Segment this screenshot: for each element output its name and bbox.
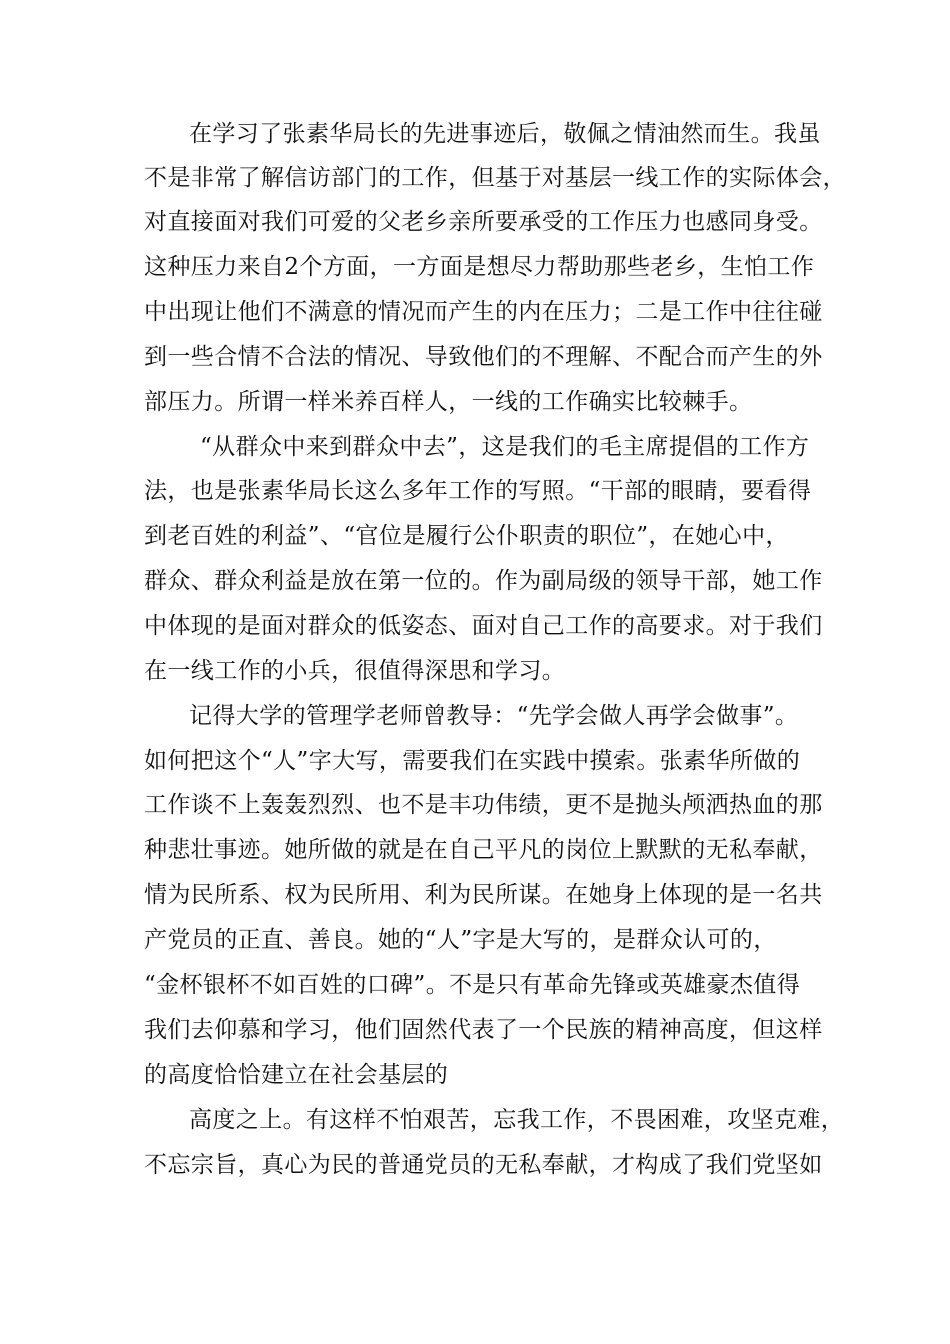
paragraph-line: 的高度恰恰建立在社会基层的: [144, 1062, 449, 1088]
paragraph-line: 情为民所系、权为民所用、利为民所谋。在她身上体现的是一名共: [144, 882, 823, 908]
paragraph-line: 种悲壮事迹。她所做的就是在自己平凡的岗位上默默的无私奉献，: [144, 837, 823, 863]
paragraph-line: 到一些合情不合法的情况、导致他们的不理解、不配合而产生的外: [144, 344, 823, 370]
paragraph-line: 在一线工作的小兵，很值得深思和学习。: [144, 658, 566, 684]
paragraph-line: 部压力。所谓一样米养百样人，一线的工作确实比较棘手。: [144, 389, 753, 415]
paragraph-line: 高度之上。有这样不怕艰苦，忘我工作，不畏困难，攻坚克难，: [189, 1107, 845, 1133]
paragraph-line: “从群众中来到群众中去”，这是我们的毛主席提倡的工作方: [200, 434, 810, 460]
paragraph-line: 不是非常了解信访部门的工作，但基于对基层一线工作的实际体会，: [144, 165, 846, 191]
paragraph-line: “金杯银杯不如百姓的口碑”。不是只有革命先锋或英雄豪杰值得: [144, 972, 801, 998]
paragraph-line: 中体现的是面对群众的低姿态、面对自己工作的高要求。对于我们: [144, 613, 823, 639]
paragraph-line: 到老百姓的利益”、“官位是履行公仆职责的职位”，在她心中，: [144, 523, 789, 549]
paragraph-line: 产党员的正直、善良。她的“人”字是大写的，是群众认可的，: [144, 927, 777, 953]
paragraph-line: 我们去仰慕和学习，他们固然代表了一个民族的精神高度，但这样: [144, 1017, 823, 1043]
paragraph-line: 中出现让他们不满意的情况而产生的内在压力；二是工作中往往碰: [144, 299, 823, 325]
paragraph-line: 如何把这个“人”字大写，需要我们在实践中摸索。张素华所做的: [144, 748, 801, 774]
paragraph-line: 不忘宗旨，真心为民的普通党员的无私奉献，才构成了我们党坚如: [144, 1152, 823, 1178]
paragraph-line: 记得大学的管理学老师曾教导：“先学会做人再学会做事”。: [189, 703, 799, 729]
paragraph-line: 对直接面对我们可爱的父老乡亲所要承受的工作压力也感同身受。: [144, 209, 823, 235]
paragraph-line: 这种压力来自2个方面，一方面是想尽力帮助那些老乡，生怕工作: [144, 254, 815, 280]
paragraph-line: 工作谈不上轰轰烈烈、也不是丰功伟绩，更不是抛头颅洒热血的那: [144, 792, 823, 818]
paragraph-line: 法，也是张素华局长这么多年工作的写照。“干部的眼睛，要看得: [144, 478, 812, 504]
paragraph-line: 在学习了张素华局长的先进事迹后，敬佩之情油然而生。我虽: [189, 121, 821, 147]
paragraph-line: 群众、群众利益是放在第一位的。作为副局级的领导干部，她工作: [144, 568, 823, 594]
